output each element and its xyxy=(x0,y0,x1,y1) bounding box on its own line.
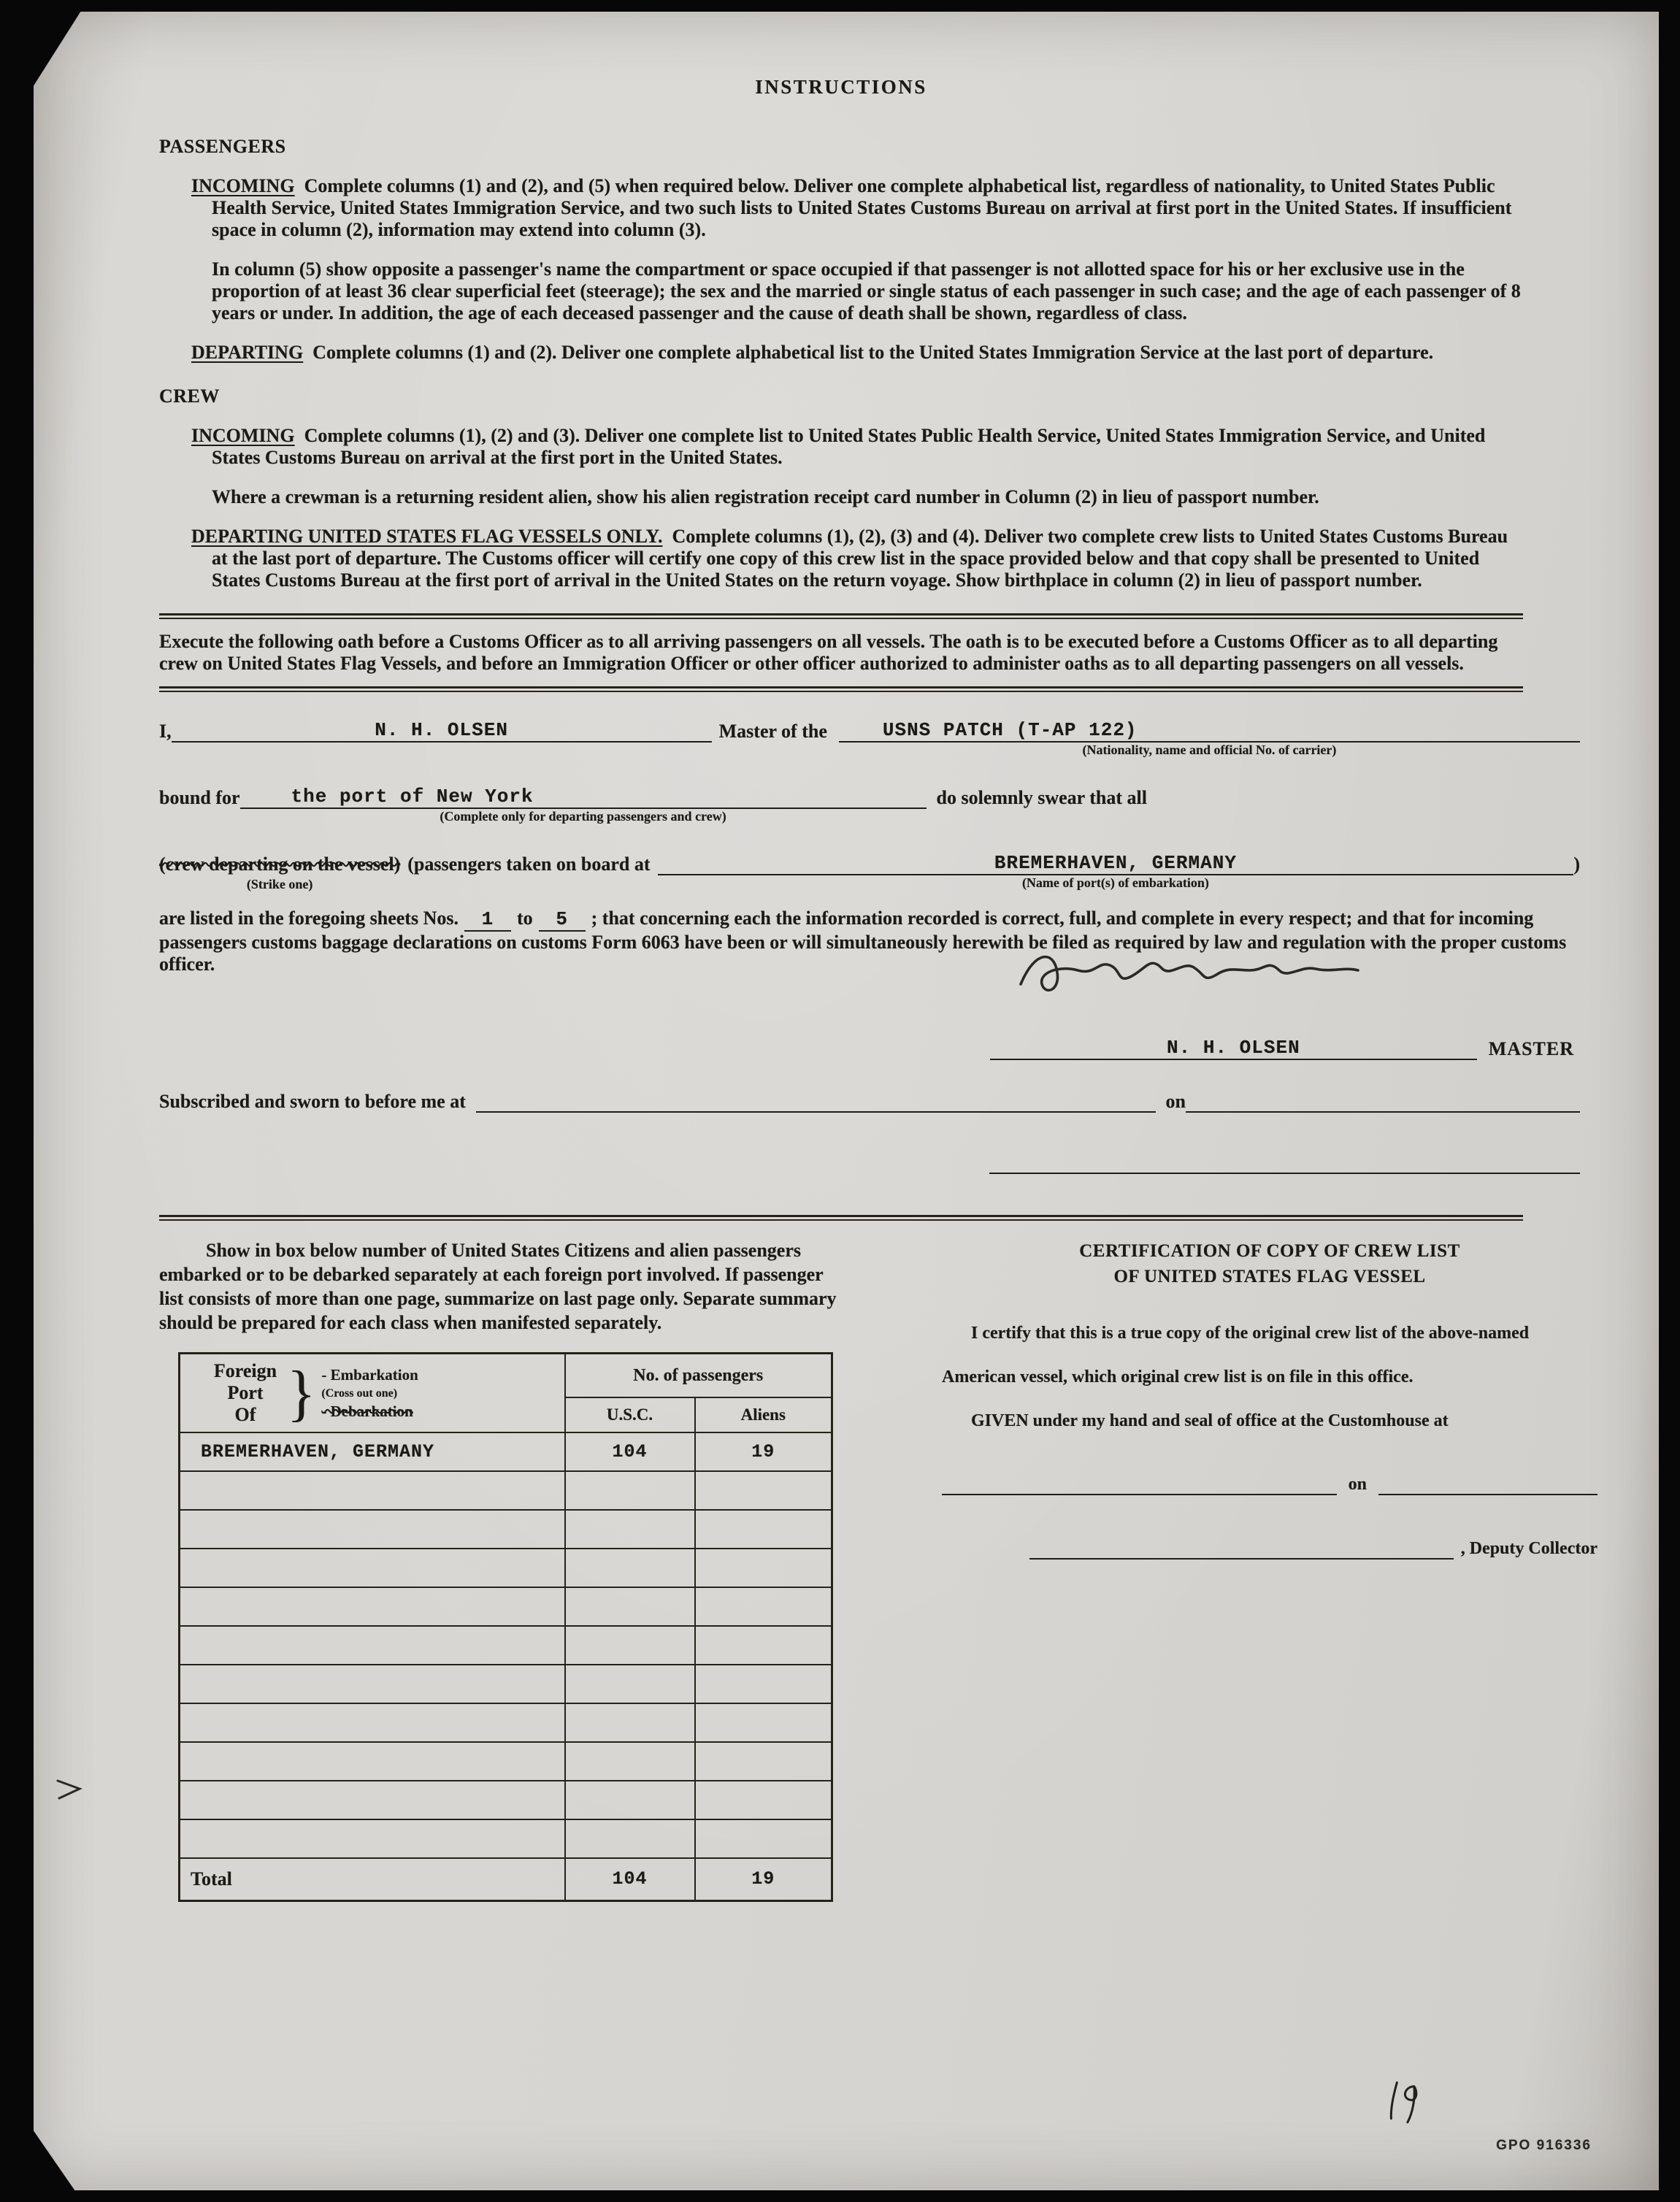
sheet-from-blank: 1 xyxy=(464,908,511,932)
port-cell xyxy=(180,1549,565,1587)
port-cell xyxy=(180,1665,565,1703)
debarkation-option-struck: - Debarkation xyxy=(321,1402,413,1420)
table-row xyxy=(180,1549,832,1587)
crew-departing-label: DEPARTING UNITED STATES FLAG VESSELS ONLY. xyxy=(191,526,663,547)
usc-cell xyxy=(565,1587,695,1626)
table-row xyxy=(180,1781,832,1819)
customhouse-place-blank xyxy=(942,1472,1337,1495)
port-cell xyxy=(180,1510,565,1549)
deputy-signature-blank xyxy=(1029,1536,1454,1560)
embarkation-port-blank xyxy=(658,851,1574,890)
crew-incoming-text: Complete columns (1), (2) and (3). Deliver one complete list to United States Public Health Service, United States Immigration Service, and United States Customs Bureau on arrival at the first port in the United States. xyxy=(212,425,1486,468)
port-cell xyxy=(180,1819,565,1858)
usc-cell xyxy=(565,1665,695,1703)
crew-departing-text: Complete columns (1), (2), (3) and (4). Deliver two complete crew lists to United States Customs Bureau at the last port of departure. The Customs officer will certify one copy of this crew list in the space provided below and that copy shall be presented to United States Customs Bureau at the first port of arrival in the United States on the return voyage. Show birthplace in column (2) in lieu of passport number. xyxy=(212,526,1508,591)
port-cell xyxy=(180,1626,565,1665)
subscribed-place-blank xyxy=(476,1089,1156,1113)
total-label: Total xyxy=(180,1858,565,1900)
certification-title xyxy=(942,1238,1597,1289)
usc-cell xyxy=(565,1510,695,1549)
subscribed-row xyxy=(159,1089,1580,1113)
total-usc-value: 104 xyxy=(565,1858,695,1900)
port-cell xyxy=(180,1587,565,1626)
handwritten-mark-icon xyxy=(1378,2071,1432,2130)
certification-date-blank xyxy=(1378,1472,1597,1495)
summary-instructions: Show in box below number of United States Citizens and alien passengers embarked or to be debarked separately at each foreign port involved. If passenger list consists of more than one page, summarize on last page only. Separate summary should be prepared for each class when manifested separately. xyxy=(159,1240,837,1333)
of-label: Of xyxy=(234,1404,256,1425)
table-row xyxy=(180,1819,832,1858)
officer-signature-blank xyxy=(989,1155,1580,1174)
table-row xyxy=(180,1665,832,1703)
vessel-name-blank xyxy=(839,718,1580,757)
usc-cell xyxy=(565,1819,695,1858)
crew-note-paragraph: Where a crewman is a returning resident alien, show his alien registration receipt card number in Column (2) in lieu of passport number. xyxy=(212,486,1319,507)
aliens-cell xyxy=(695,1819,832,1858)
port-cell: BREMERHAVEN, GERMANY xyxy=(180,1432,565,1471)
oath-section xyxy=(159,718,1580,1174)
aliens-column-header: Aliens xyxy=(695,1397,832,1432)
crew-incoming-paragraph xyxy=(191,425,1523,469)
signature-area xyxy=(159,981,1580,1060)
aliens-cell xyxy=(695,1510,832,1549)
aliens-cell xyxy=(695,1781,832,1819)
passengers-taken-label: (passengers taken on board at xyxy=(407,853,651,875)
usc-cell xyxy=(565,1781,695,1819)
bottom-two-column-section xyxy=(159,1238,1597,1902)
crew-departing-struck-text: (crew departing on the vessel) xyxy=(159,853,401,875)
bound-for-blank xyxy=(240,785,927,824)
divider-rule xyxy=(159,686,1523,692)
usc-cell xyxy=(565,1626,695,1665)
aliens-cell xyxy=(695,1665,832,1703)
certification-paragraph: I certify that this is a true copy of the original crew list of the above-named American vessel, which original crew list is on file in this office. xyxy=(942,1324,1530,1386)
master-of-the-label: Master of the xyxy=(718,721,827,742)
aliens-cell xyxy=(695,1742,832,1781)
subscribed-label: Subscribed and sworn to before me at xyxy=(159,1091,466,1112)
signature-name-line xyxy=(990,1036,1477,1060)
embark-debark-options xyxy=(321,1366,418,1421)
deputy-collector-row xyxy=(942,1536,1597,1560)
total-row xyxy=(180,1858,832,1900)
gpo-print-code: GPO 916336 xyxy=(1496,2138,1592,2153)
foreign-port-of-label xyxy=(205,1360,285,1426)
form-content xyxy=(34,12,1659,1902)
table-row xyxy=(180,1510,832,1549)
port-cell xyxy=(180,1471,565,1510)
oath-instructions: Execute the following oath before a Customs Officer as to all arriving passengers on all vessels. The oath is to be executed before a Customs Officer as to all departing crew on United States Flag Vessels, and before an Immigration Officer or other officer authorized to administer oaths as to all departing passengers on all vessels. xyxy=(159,631,1498,674)
passenger-summary-column xyxy=(159,1238,851,1902)
table-row xyxy=(180,1626,832,1665)
usc-column-header: U.S.C. xyxy=(565,1397,695,1432)
paper-corner-tear-bottom xyxy=(33,2130,75,2191)
i-label: I, xyxy=(159,721,172,742)
listed-text-1: are listed in the foregoing sheets Nos. xyxy=(159,908,459,929)
foreign-label: Foreign xyxy=(213,1360,277,1381)
strike-one-caption: (Strike one) xyxy=(246,877,313,891)
table-row xyxy=(180,1703,832,1742)
table-row xyxy=(180,1471,832,1510)
certification-place-date-row xyxy=(942,1472,1597,1495)
bound-for-value: the port of New York xyxy=(291,786,534,807)
port-cell xyxy=(180,1781,565,1819)
table-row xyxy=(180,1432,832,1471)
scanned-form-page xyxy=(34,12,1659,2190)
deputy-collector-label: , Deputy Collector xyxy=(1460,1539,1597,1558)
crew-incoming-label: INCOMING xyxy=(191,425,295,446)
port-cell xyxy=(180,1742,565,1781)
usc-cell xyxy=(565,1549,695,1587)
port-label: Port xyxy=(227,1382,264,1403)
divider-rule xyxy=(159,613,1523,619)
divider-rule xyxy=(159,1215,1523,1221)
vessel-caption: (Nationality, name and official No. of carrier) xyxy=(1082,743,1337,757)
no-of-passengers-header: No. of passengers xyxy=(565,1354,832,1398)
passengers-heading: PASSENGERS xyxy=(159,136,286,157)
passengers-incoming-paragraph xyxy=(191,175,1523,241)
incoming-label: INCOMING xyxy=(191,175,295,196)
certification-column xyxy=(942,1238,1597,1902)
total-aliens-value: 19 xyxy=(695,1858,832,1900)
master-signature-line xyxy=(990,1036,1574,1060)
brace-glyph: } xyxy=(287,1357,316,1428)
certification-title-line2: OF UNITED STATES FLAG VESSEL xyxy=(1113,1267,1426,1286)
table-row xyxy=(180,1742,832,1781)
bound-for-row xyxy=(159,785,1580,824)
usc-cell xyxy=(565,1703,695,1742)
incoming-text: Complete columns (1) and (2), and (5) when required below. Deliver one complete alphabetical list, regardless of nationality, to United States Public Health Service, United States Immigration Service, and two such lists to United States Customs Bureau on arrival at first port in the United States. If insufficient space in column (2), information may extend into column (3). xyxy=(212,175,1512,240)
passenger-summary-table xyxy=(178,1352,833,1902)
subscribed-on-label: on xyxy=(1165,1091,1186,1112)
subscribed-date-blank xyxy=(1186,1089,1580,1113)
departing-text: Complete columns (1) and (2). Deliver one complete alphabetical list to the United States Immigration Service at the last port of departure. xyxy=(312,342,1434,363)
close-paren: ) xyxy=(1573,853,1580,875)
vessel-name-value: USNS PATCH (T-AP 122) xyxy=(882,719,1138,741)
crew-departing-option xyxy=(159,853,401,891)
to-word: to xyxy=(516,908,533,929)
summary-table-body xyxy=(180,1432,832,1858)
certification-on-label: on xyxy=(1348,1475,1367,1494)
crew-departing-paragraph xyxy=(191,526,1523,591)
certification-title-line1: CERTIFICATION OF COPY OF CREW LIST xyxy=(1079,1241,1460,1261)
master-name-row xyxy=(159,718,1580,757)
embarkation-port-value: BREMERHAVEN, GERMANY xyxy=(994,852,1237,874)
crew-heading: CREW xyxy=(159,385,220,407)
listed-text-2: ; that concerning each the information recorded is correct, full, and complete in every respect; and that for incoming passengers customs baggage declarations on customs Form 6063 have been or will simultaneously herewith be filed as required by law and regulation with the proper customs officer. xyxy=(159,908,1567,975)
usc-cell xyxy=(565,1471,695,1510)
master-name-blank xyxy=(172,718,712,743)
pen-mark-icon xyxy=(55,1777,85,1802)
certification-given-line: GIVEN under my hand and seal of office at the Customhouse at xyxy=(971,1411,1449,1430)
signature-name-value: N. H. OLSEN xyxy=(1167,1037,1300,1059)
master-title-label: MASTER xyxy=(1488,1038,1574,1059)
aliens-cell xyxy=(695,1587,832,1626)
departing-label: DEPARTING xyxy=(191,342,304,363)
passengers-column5-paragraph: In column (5) show opposite a passenger's name the compartment or space occupied if that passenger is not allotted space for his or her exclusive use in the proportion of at least 36 clear superficial feet (steerage); the sex and the married or single status of each passenger in such case; and the age of each passenger of 8 years or under. In addition, the age of each deceased passenger and the cause of death shall be shown, regardless of class. xyxy=(212,258,1521,323)
usc-cell xyxy=(565,1742,695,1781)
aliens-cell xyxy=(695,1549,832,1587)
usc-cell: 104 xyxy=(565,1432,695,1471)
cross-out-note: (Cross out one) xyxy=(321,1386,398,1400)
swear-text: do solemnly swear that all xyxy=(936,787,1147,808)
aliens-cell: 19 xyxy=(695,1432,832,1471)
embarkation-port-caption: (Name of port(s) of embarkation) xyxy=(1021,875,1209,890)
port-cell xyxy=(180,1703,565,1742)
bound-for-label: bound for xyxy=(159,787,240,808)
aliens-cell xyxy=(695,1703,832,1742)
passengers-departing-paragraph xyxy=(191,342,1523,364)
sheet-to-blank: 5 xyxy=(539,908,586,932)
table-row xyxy=(180,1587,832,1626)
bound-for-caption: (Complete only for departing passengers and crew) xyxy=(440,809,726,824)
page-title: INSTRUCTIONS xyxy=(755,76,927,98)
master-signature-icon xyxy=(1013,939,1364,1006)
sheets-paragraph xyxy=(159,908,1580,975)
aliens-cell xyxy=(695,1471,832,1510)
aliens-cell xyxy=(695,1626,832,1665)
master-name-value: N. H. OLSEN xyxy=(375,719,508,741)
embarkation-option: - Embarkation xyxy=(321,1365,418,1384)
embarkation-row xyxy=(159,851,1580,891)
foreign-port-header-cell xyxy=(180,1354,565,1433)
